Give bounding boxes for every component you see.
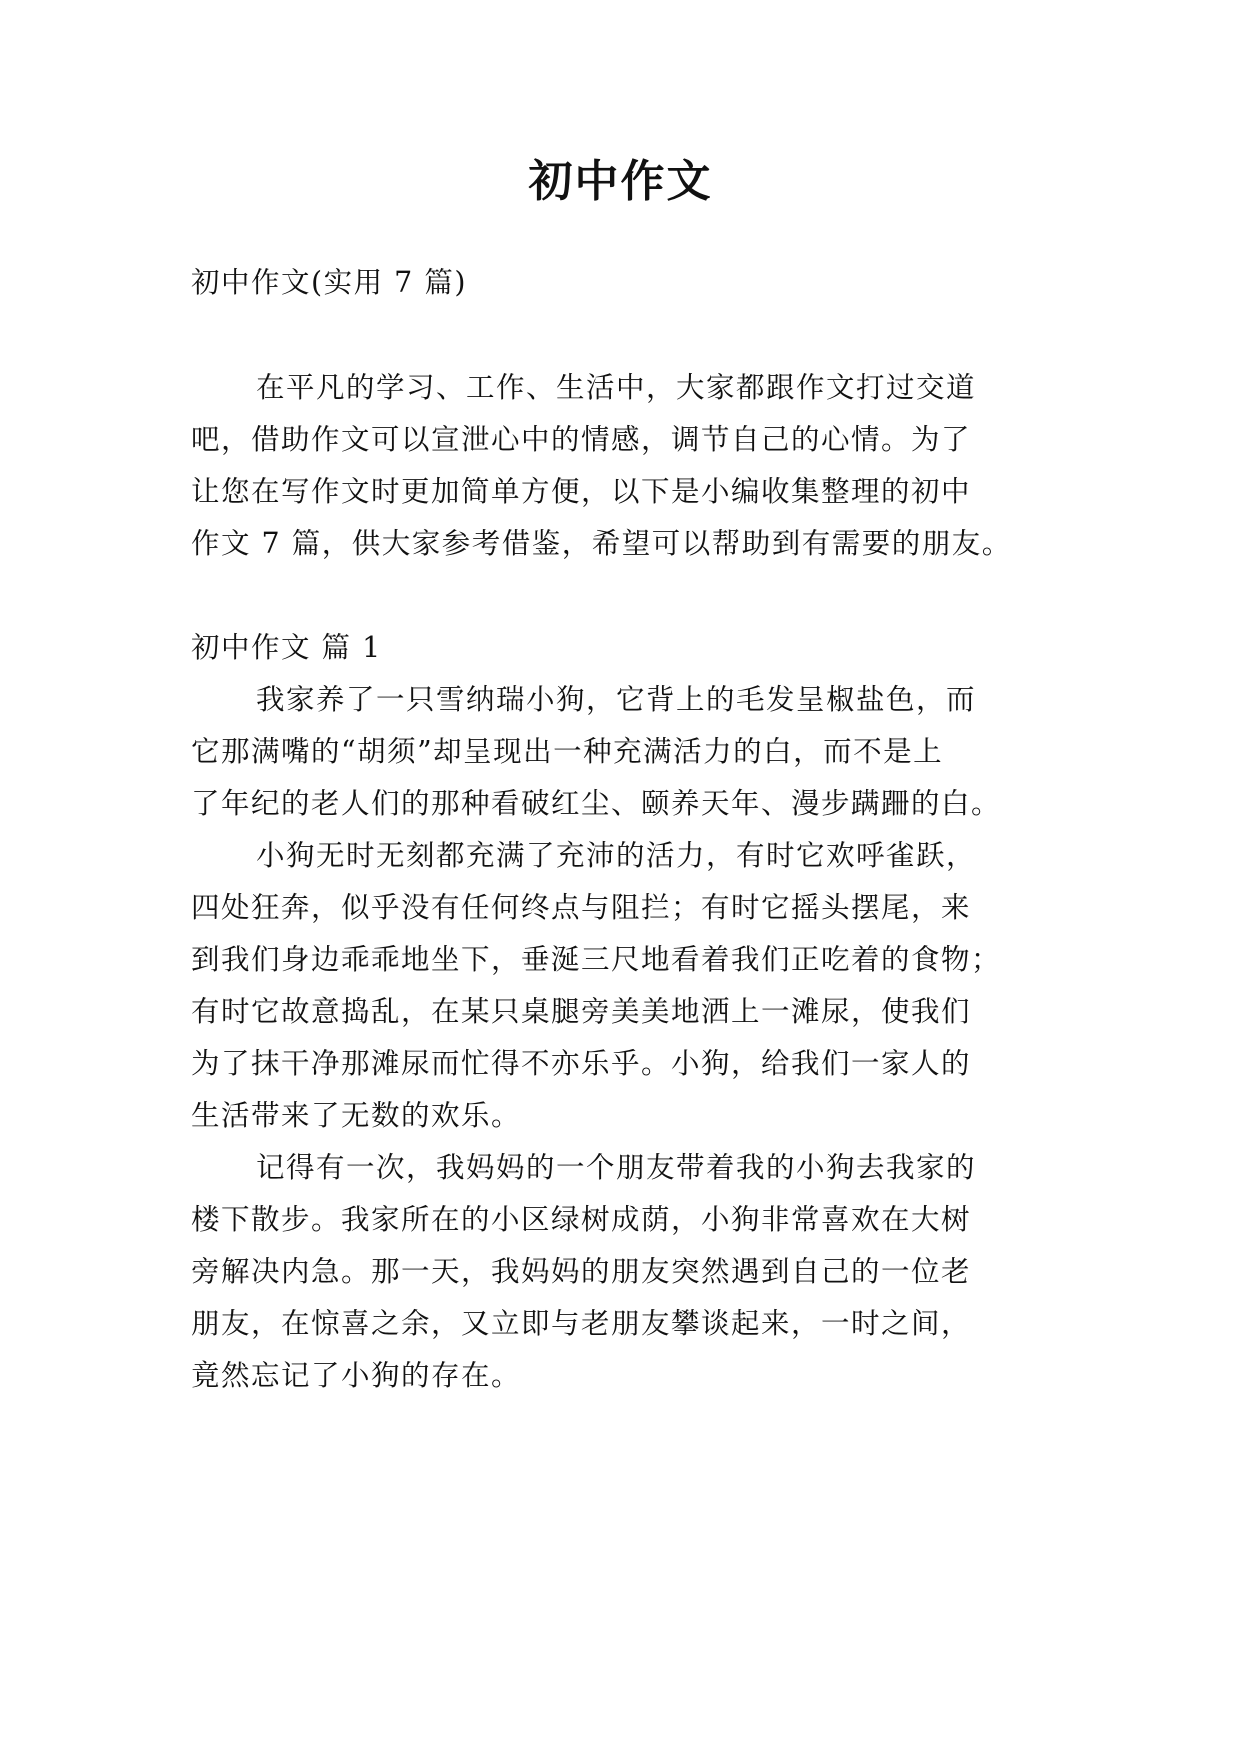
paragraph-line: 我家养了一只雪纳瑞小狗，它背上的毛发呈椒盐色，而 bbox=[256, 683, 977, 716]
paragraph-line: 旁解决内急。那一天，我妈妈的朋友突然遇到自己的一位老 bbox=[191, 1255, 972, 1288]
document-title: 初中作文 bbox=[528, 156, 713, 207]
paragraph-line: 四处狂奔，似乎没有任何终点与阻拦；有时它摇头摆尾，来 bbox=[191, 891, 972, 924]
paragraph-line: 有时它故意捣乱，在某只桌腿旁美美地洒上一滩尿，使我们 bbox=[191, 995, 972, 1028]
paragraph-line: 它那满嘴的“胡须”却呈现出一种充满活力的白，而不是上 bbox=[191, 735, 944, 768]
paragraph-line: 为了抹干净那滩尿而忙得不亦乐乎。小狗，给我们一家人的 bbox=[191, 1047, 972, 1080]
intro-line: 在平凡的学习、工作、生活中，大家都跟作文打过交道 bbox=[256, 371, 977, 404]
paragraph-line: 到我们身边乖乖地坐下，垂涎三尺地看着我们正吃着的食物； bbox=[191, 943, 1002, 976]
section-heading: 初中作文 篇 1 bbox=[191, 631, 382, 664]
paragraph-line: 小狗无时无刻都充满了充沛的活力，有时它欢呼雀跃， bbox=[256, 839, 977, 872]
paragraph-line: 记得有一次，我妈妈的一个朋友带着我的小狗去我家的 bbox=[256, 1151, 977, 1184]
paragraph-line: 竟然忘记了小狗的存在。 bbox=[191, 1359, 522, 1392]
intro-line: 吧，借助作文可以宣泄心中的情感，调节自己的心情。为了 bbox=[191, 423, 972, 456]
paragraph-line: 生活带来了无数的欢乐。 bbox=[191, 1099, 522, 1132]
paragraph-line: 楼下散步。我家所在的小区绿树成荫，小狗非常喜欢在大树 bbox=[191, 1203, 972, 1236]
paragraph-line: 了年纪的老人们的那种看破红尘、颐养天年、漫步蹒跚的白。 bbox=[191, 787, 1002, 820]
intro-line: 作文 7 篇，供大家参考借鉴，希望可以帮助到有需要的朋友。 bbox=[191, 527, 1012, 560]
document-subtitle: 初中作文(实用 7 篇) bbox=[191, 266, 467, 299]
paragraph-line: 朋友，在惊喜之余，又立即与老朋友攀谈起来，一时之间， bbox=[191, 1307, 972, 1340]
intro-line: 让您在写作文时更加简单方便，以下是小编收集整理的初中 bbox=[191, 475, 972, 508]
